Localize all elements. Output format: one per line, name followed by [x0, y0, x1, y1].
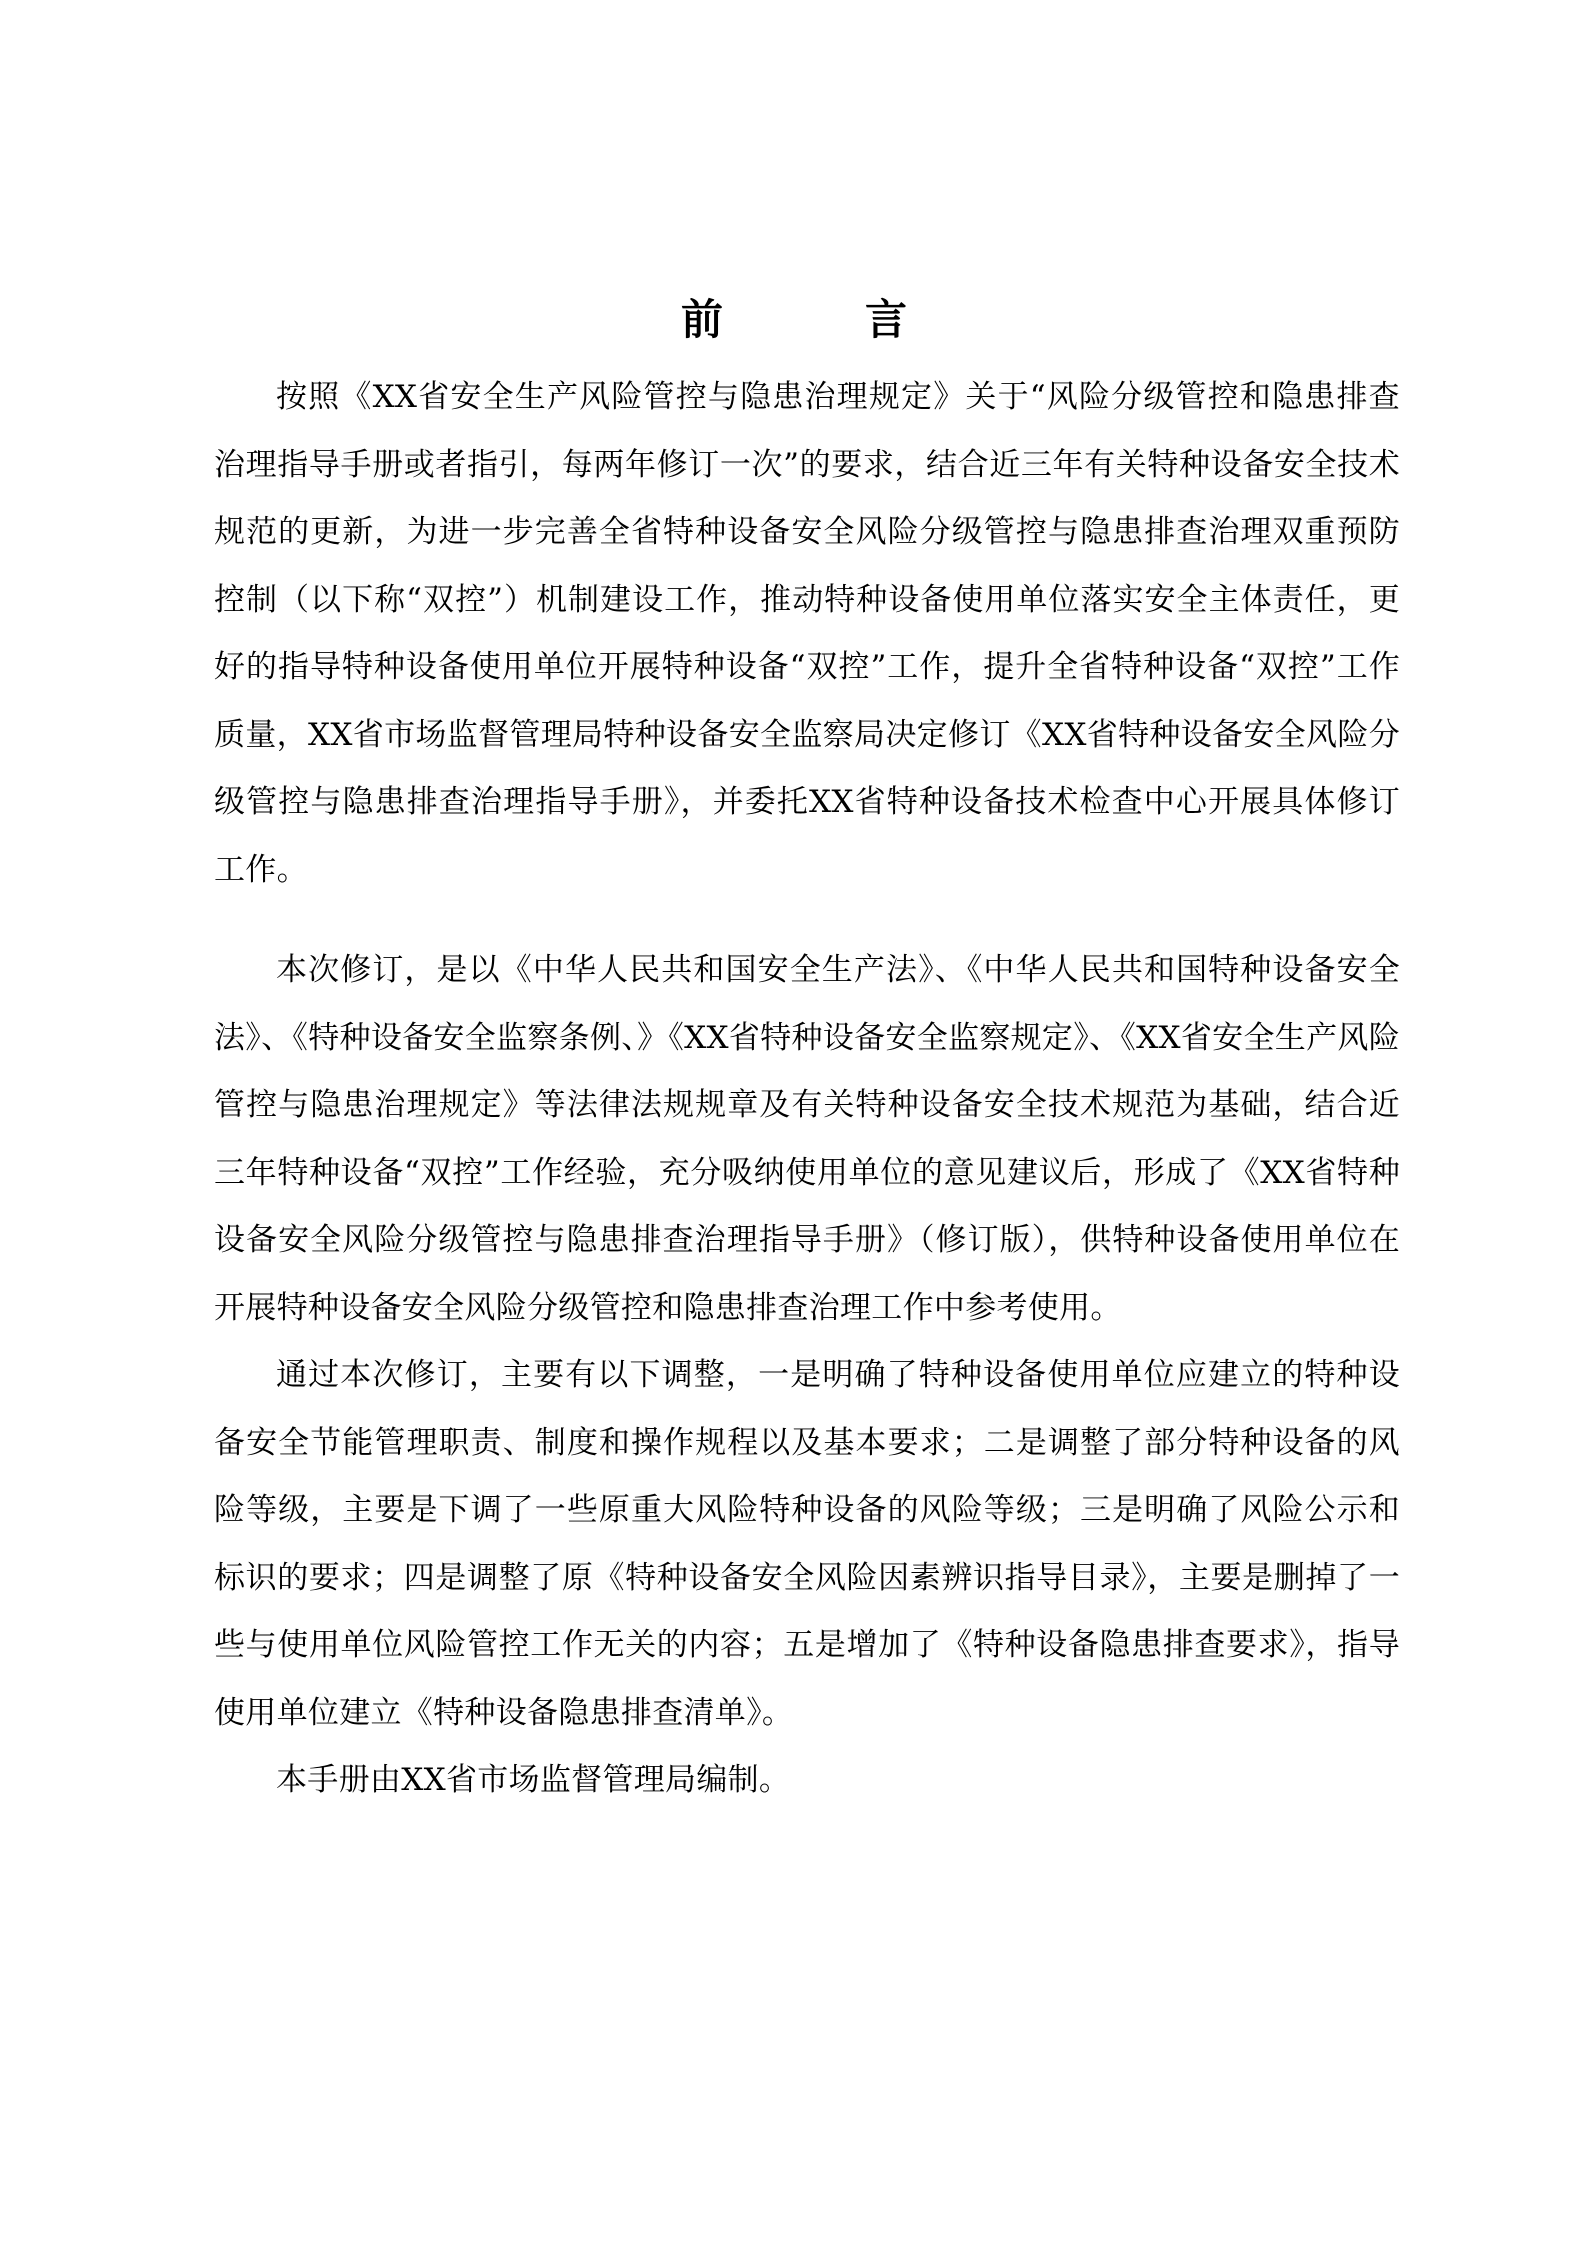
document-body — [214, 364, 1400, 1815]
paragraph-4: 本手册由XX省市场监督管理局编制。 — [276, 1762, 791, 1798]
paragraph-1: 按照《XX省安全生产风险管控与隐患治理规定》关于“风险分级管控和隐患排查治理指导手册或者指引，每两年修订一次”的要求，结合近三年有关特种设备安全技术规范的更新，为进一步完善全省特种设备安全风险分级管控与隐患排查治理双重预防控制（以下称“双控”）机制建设工作，推动特种设备使用单位落实安全主体责任，更好的指导特种设备使用单位开展特种设备“双控”工作，提升全省特种设备“双控”工作质量，XX省市场监督管理局特种设备安全监察局决定修订《XX省特种设备安全风险分级管控与隐患排查治理指导手册》，并委托XX省特种设备技术检查中心开展具体修订工作。 — [214, 379, 1400, 888]
paragraph-2: 本次修订，是以《中华人民共和国安全生产法》、《中华人民共和国特种设备安全法》、《特种设备安全监察条例、》《XX省特种设备安全监察规定》、《XX省安全生产风险管控与隐患治理规定》等法律法规规章及有关特种设备安全技术规范为基础，结合近三年特种设备“双控”工作经验，充分吸纳使用单位的意见建议后，形成了《XX省特种设备安全风险分级管控与隐患排查治理指导手册》（修订版），供特种设备使用单位在开展特种设备安全风险分级管控和隐患排查治理工作中参考使用。 — [214, 952, 1400, 1326]
page-title: 前 言 — [680, 295, 957, 344]
paragraph-3: 通过本次修订，主要有以下调整，一是明确了特种设备使用单位应建立的特种设备安全节能管理职责、制度和操作规程以及基本要求；二是调整了部分特种设备的风险等级，主要是下调了一些原重大风险特种设备的风险等级；三是明确了风险公示和标识的要求；四是调整了原《特种设备安全风险因素辨识指导目录》，主要是删掉了一些与使用单位风险管控工作无关的内容；五是增加了《特种设备隐患排查要求》，指导使用单位建立《特种设备隐患排查清单》。 — [214, 1357, 1400, 1731]
